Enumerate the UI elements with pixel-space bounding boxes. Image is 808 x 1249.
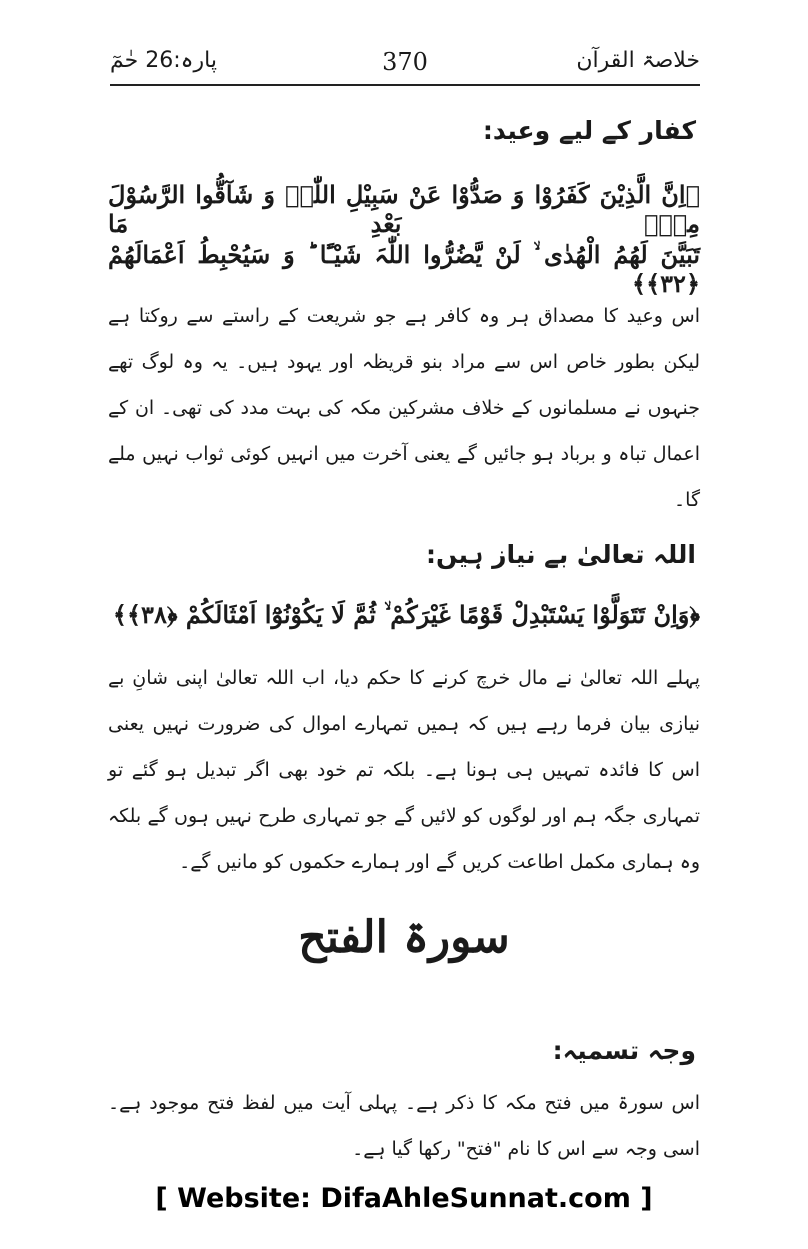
para-label: پارہ:26 حٰمٓ	[110, 48, 217, 73]
ayah-line-1: ﴿اِنَّ الَّذِیْنَ کَفَرُوْا وَ صَدُّوْا عَنْ سَبِیْلِ اللّٰہِ وَ شَآقُّوا الرَّسُوْلَ مِنْۢ بَعْدِ مَا	[108, 180, 700, 238]
ayah-line-3: ﴿وَاِنْ تَتَوَلَّوْا یَسْتَبْدِلْ قَوْمًا غَیْرَکُمْ ۙ ثُمَّ لَا یَکُوْنُوْٓا اَمْثَالَکُمْ ﴿۳۸﴾﴾	[112, 600, 700, 629]
paragraph-text: اس سورۃ میں فتح مکہ کا ذکر ہے۔ پہلی آیت میں لفظ فتح موجود ہے۔ اسی وجہ سے اس کا نام "فتح" رکھا گیا ہے۔	[108, 1092, 700, 1160]
section-paragraph-2	[108, 655, 700, 885]
naming-heading: وجہ تسمیہ:	[552, 1036, 696, 1065]
header-rule	[110, 84, 700, 86]
section-heading-kuffar: کفار کے لیے وعید:	[482, 116, 696, 145]
surah-title: سورۃ الفتح	[298, 912, 510, 963]
website-footer: [ Website: DifaAhleSunnat.com ]	[155, 1183, 653, 1214]
naming-paragraph	[108, 1080, 700, 1172]
running-header	[110, 46, 700, 86]
section-heading-beniyaz: اللہ تعالیٰ بے نیاز ہیں:	[426, 540, 696, 569]
page-number: 370	[382, 48, 428, 76]
section-paragraph-1	[108, 293, 700, 523]
ayah-line-2: تَبَیَّنَ لَهُمُ الْهُدٰی ۙ لَنْ یَّضُرُّوا اللّٰہَ شَیْـًٔا ؕ وَ سَیُحْبِطُ اَعْمَالَهُمْ ﴿۳۲﴾﴾	[108, 240, 700, 298]
book-title: خلاصۃ القرآن	[576, 48, 700, 73]
paragraph-text: اس وعید کا مصداق ہر وہ کافر ہے جو شریعت کے راستے سے روکتا ہے لیکن بطور خاص اس سے مراد بنو قریظہ اور یہود ہیں۔ یہ وہ لوگ تھے جنہوں نے مسلمانوں کے خلاف مشرکین مکہ کی بہت مدد کی تھی۔ ان کے اعمال تباہ و برباد ہو جائیں گے یعنی آخرت میں انہیں کوئی ثواب نہیں ملے گا۔	[108, 305, 700, 511]
paragraph-text: پہلے اللہ تعالیٰ نے مال خرچ کرنے کا حکم دیا، اب اللہ تعالیٰ اپنی شانِ بے نیازی بیان فرما رہے ہیں کہ ہمیں تمہارے اموال کی ضرورت نہیں یعنی اس کا فائدہ تمہیں ہی ہونا ہے۔ بلکہ تم خود بھی اگر تبدیل ہو گئے تو تمہاری جگہ ہم اور لوگوں کو لائیں گے جو تمہاری طرح نہیں ہوں گے بلکہ وہ ہماری مکمل اطاعت کریں گے اور ہمارے حکموں کو مانیں گے۔	[108, 667, 700, 873]
